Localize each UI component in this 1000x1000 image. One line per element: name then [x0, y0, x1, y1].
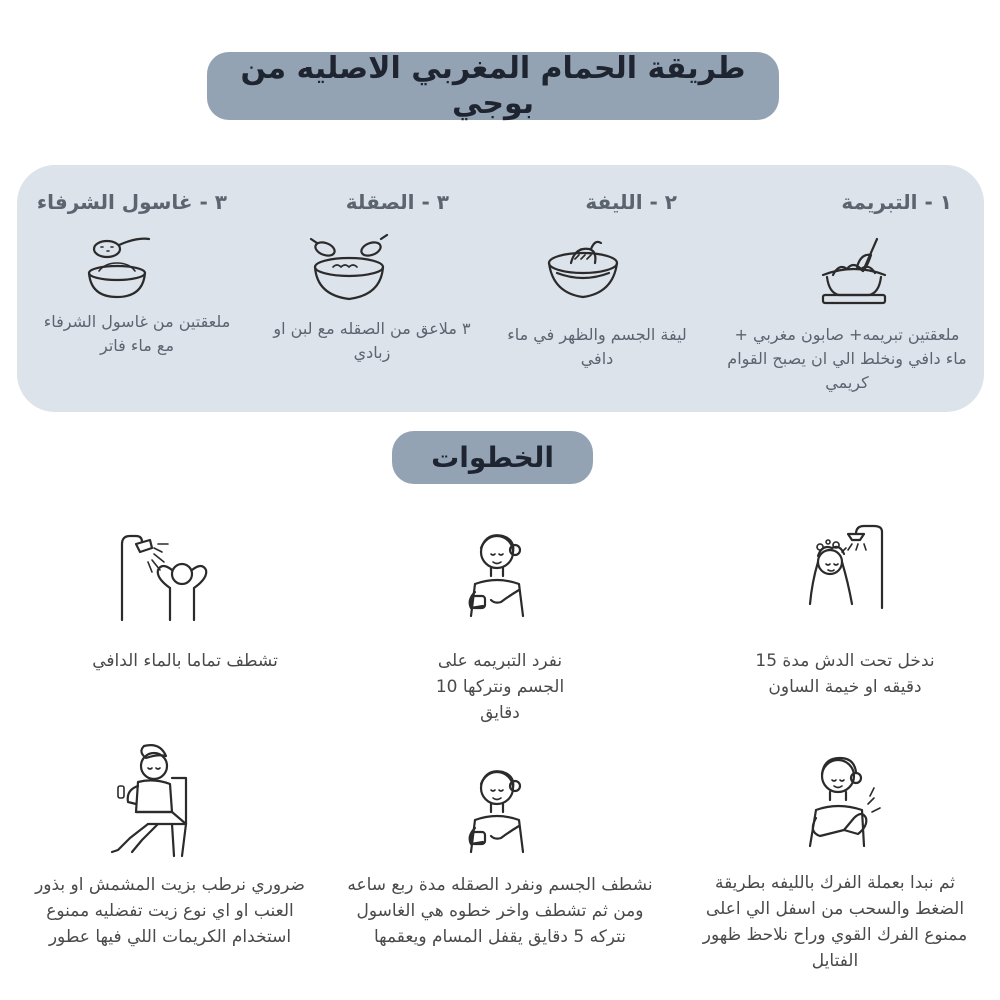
moisturize-woman-icon: [108, 742, 198, 862]
shower-woman-icon: [808, 526, 898, 612]
step-text: نشطف الجسم ونفرد الصقله مدة ربع ساعه ومن ثم تشطف واخر خطوه هي الغاسول نتركه 5 دقايق يقفل المسام ويعقمها: [347, 875, 653, 947]
whisk-bowl-icon: [819, 233, 889, 309]
ingredient-title: ١ - التبريمة: [841, 190, 952, 214]
loofah-bowl-icon: [545, 237, 621, 307]
page-title: طريقة الحمام المغربي الاصليه من بوجي: [207, 52, 779, 120]
scrub-woman-icon: [800, 752, 884, 852]
step-1: [720, 520, 970, 720]
ingredient-ghassoul: [17, 165, 257, 412]
ingredient-title: ٣ - غاسول الشرفاء: [36, 190, 227, 214]
step-text: ندخل تحت الدش مدة 15 دقيقه او خيمة الساون: [755, 651, 935, 697]
spoon-bowl-icon: [87, 235, 157, 305]
rinse-shower-icon: [118, 534, 210, 624]
ingredient-title: ٢ - الليفة: [585, 190, 677, 214]
apply-mask-icon: [457, 766, 537, 860]
step-5: [345, 742, 655, 987]
step-text: نفرد التبريمه على الجسم ونتركها 10 دقايق: [435, 651, 565, 723]
ingredient-title: ٣ - الصقلة: [345, 190, 449, 214]
apply-cream-icon: [457, 530, 537, 624]
ingredient-description: ليفة الجسم والظهر في ماء دافي: [507, 325, 687, 368]
ingredient-description: ٣ ملاعق من الصقله مع لبن او زبادي: [273, 319, 471, 362]
ingredient-saqla: [257, 165, 487, 412]
step-3: [60, 520, 310, 720]
steps-title: الخطوات: [392, 431, 593, 484]
ingredient-loofah: [487, 165, 707, 412]
ingredient-description: ملعقتين من غاسول الشرفاء مع ماء فاتر: [43, 312, 231, 355]
step-4: [690, 742, 980, 987]
ingredient-tabrima: [707, 165, 984, 412]
step-text: تشطف تماما بالماء الدافي: [92, 651, 278, 671]
ingredient-description: ملعقتين تبريمه+ صابون مغربي + ماء دافي ونخلط الي ان يصبح القوام كريمي: [727, 325, 967, 392]
spoons-bowl-icon: [309, 233, 389, 309]
step-text: ضروري نرطب بزيت المشمش او بذور العنب او اي نوع زيت تفضليه ممنوع استخدام الكريمات اللي فيها عطور: [35, 875, 305, 947]
step-2: [375, 520, 625, 723]
step-text: ثم نبدا بعملة الفرك بالليفه بطريقة الضغط والسحب من اسفل الي اعلى ممنوع الفرك القوي وراح نلاحظ ظهور الفتايل: [702, 873, 968, 971]
ingredients-panel: [17, 165, 984, 412]
step-6: [20, 742, 320, 987]
